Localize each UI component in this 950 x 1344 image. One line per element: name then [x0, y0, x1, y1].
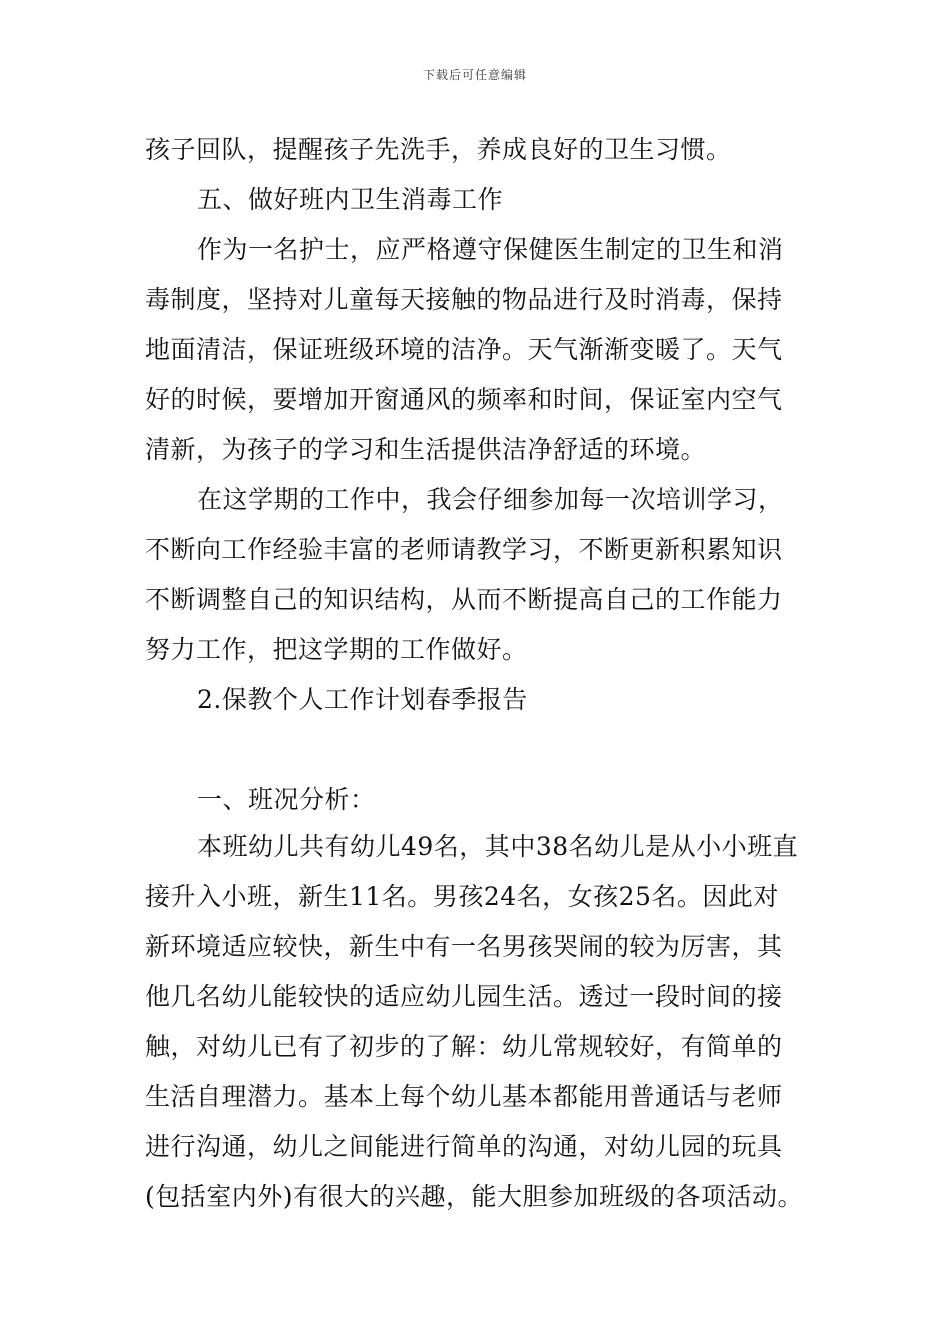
text-line: 努力工作，把这学期的工作做好。 — [145, 635, 528, 664]
text-line: 作为一名护士，应严格遵守保健医生制定的卫生和消 — [197, 235, 784, 264]
document-subtitle: 2.保教个人工作计划春季报告 — [197, 685, 528, 714]
text-line: 他几名幼儿能较快的适应幼儿园生活。透过一段时间的接 — [145, 982, 783, 1011]
text-line: 好的时候，要增加开窗通风的频率和时间，保证室内空气 — [145, 385, 783, 414]
text-line: 生活自理潜力。基本上每个幼儿基本都能用普通话与老师 — [145, 1082, 783, 1111]
text-line: 毒制度，坚持对儿童每天接触的物品进行及时消毒，保持 — [145, 285, 783, 314]
text-line: 孩子回队，提醒孩子先洗手，养成良好的卫生习惯。 — [145, 135, 732, 164]
page-header: 下载后可任意编辑 — [422, 68, 527, 82]
text-line: 触，对幼儿已有了初步的了解：幼儿常规较好，有简单的 — [145, 1032, 783, 1061]
text-line: (包括室内外)有很大的兴趣，能大胆参加班级的各项活动。 — [145, 1182, 804, 1211]
text-line: 本班幼儿共有幼儿49名，其中38名幼儿是从小小班直 — [197, 832, 799, 861]
section-heading: 五、做好班内卫生消毒工作 — [197, 185, 504, 214]
section-heading: 一、班况分析： — [197, 785, 376, 814]
text-line: 不断调整自己的知识结构，从而不断提高自己的工作能力 — [145, 585, 783, 614]
text-line: 地面清洁，保证班级环境的洁净。天气渐渐变暖了。天气 — [145, 335, 783, 364]
text-line: 接升入小班，新生11名。男孩24名，女孩25名。因此对 — [145, 882, 779, 911]
text-line: 清新，为孩子的学习和生活提供洁净舒适的环境。 — [145, 435, 707, 464]
text-line: 新环境适应较快，新生中有一名男孩哭闹的较为厉害，其 — [145, 932, 783, 961]
text-line: 进行沟通，幼儿之间能进行简单的沟通，对幼儿园的玩具 — [145, 1132, 783, 1161]
text-line: 在这学期的工作中，我会仔细参加每一次培训学习， — [197, 485, 784, 514]
text-line: 不断向工作经验丰富的老师请教学习，不断更新积累知识 — [145, 535, 783, 564]
